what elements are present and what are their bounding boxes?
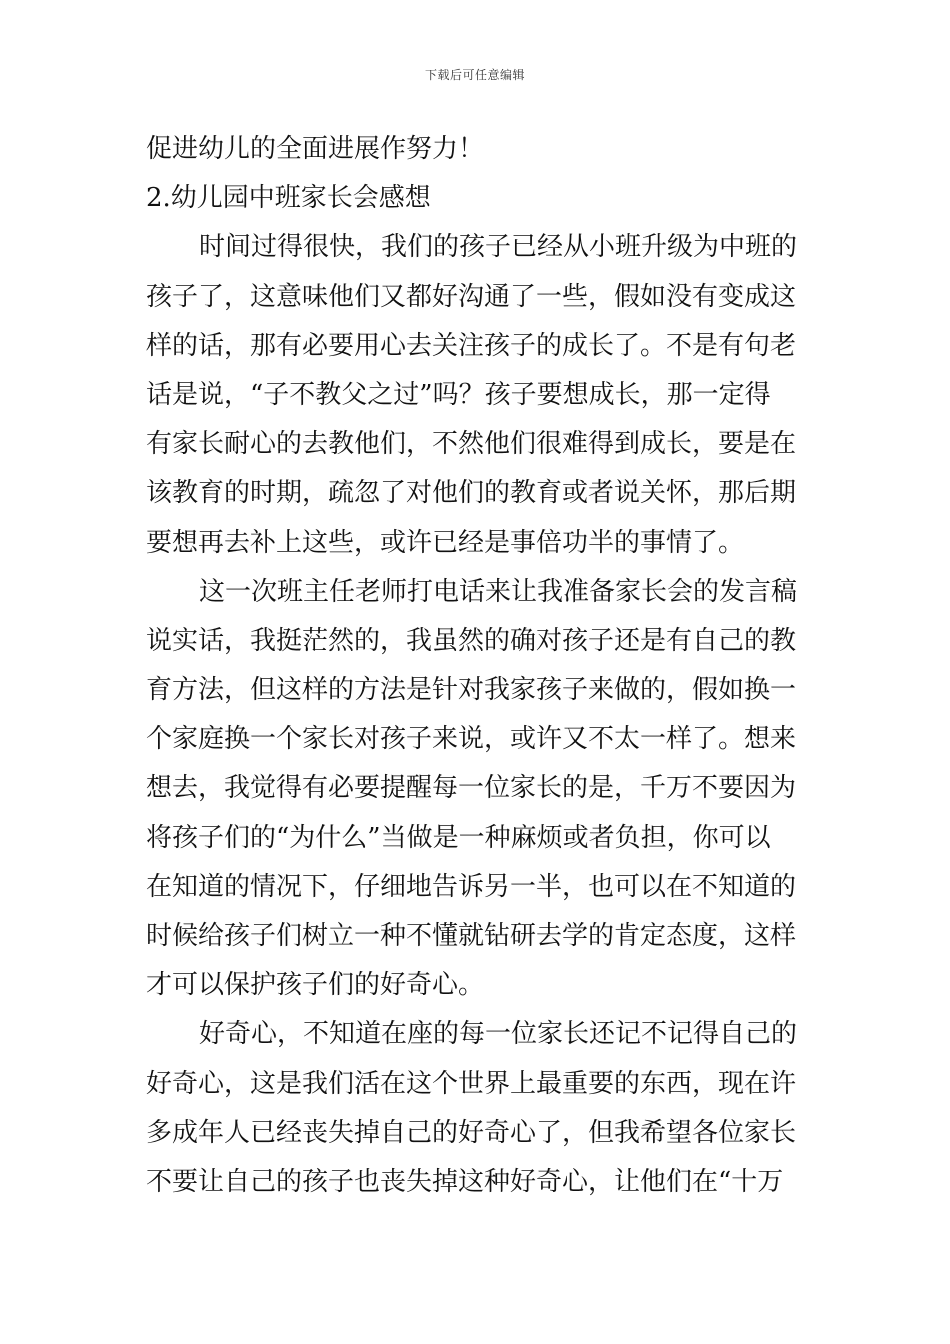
text-line: 说实话，我挺茫然的，我虽然的确对孩子还是有自己的教 — [146, 625, 797, 656]
page-header-note: 下载后可任意编辑 — [424, 68, 525, 82]
text-line: 个家庭换一个家长对孩子来说，或许又不太一样了。想来 — [146, 724, 797, 755]
text-line: 孩子了，这意味他们又都好沟通了一些，假如没有变成这 — [146, 281, 797, 312]
text-line: 话是说，“子不教父之过”吗？孩子要想成长，那一定得 — [146, 379, 771, 410]
text-line: 好奇心，这是我们活在这个世界上最重要的东西，现在许 — [146, 1068, 797, 1099]
text-line: 时候给孩子们树立一种不懂就钻研去学的肯定态度，这样 — [146, 921, 797, 951]
text-line: 育方法，但这样的方法是针对我家孩子来做的，假如换一 — [146, 675, 797, 706]
text-line: 将孩子们的“为什么”当做是一种麻烦或者负担，你可以 — [146, 822, 771, 853]
text-line: 想去，我觉得有必要提醒每一位家长的是，千万不要因为 — [146, 773, 797, 804]
section-heading: 2.幼儿园中班家长会感想 — [146, 183, 431, 214]
text-line: 时间过得很快，我们的孩子已经从小班升级为中班的 — [199, 232, 798, 263]
text-line: 好奇心，不知道在座的每一位家长还记不记得自己的 — [199, 1019, 798, 1050]
text-line: 要想再去补上这些，或许已经是事倍功半的事情了。 — [146, 527, 745, 558]
text-line: 不要让自己的孩子也丧失掉这种好奇心，让他们在“十万 — [146, 1166, 784, 1197]
text-line: 才可以保护孩子们的好奇心。 — [146, 970, 485, 1001]
text-line: 多成年人已经丧失掉自己的好奇心了，但我希望各位家长 — [146, 1117, 797, 1148]
text-line: 促进幼儿的全面进展作努力！ — [146, 134, 485, 164]
text-line: 这一次班主任老师打电话来让我准备家长会的发言稿 — [199, 576, 798, 607]
text-line: 样的话，那有必要用心去关注孩子的成长了。不是有句老 — [146, 330, 797, 361]
text-line: 有家长耐心的去教他们，不然他们很难得到成长，要是在 — [146, 429, 797, 460]
document-body — [146, 125, 808, 1207]
text-line: 该教育的时期，疏忽了对他们的教育或者说关怀，那后期 — [146, 478, 797, 509]
text-line: 在知道的情况下，仔细地告诉另一半，也可以在不知道的 — [146, 871, 797, 902]
